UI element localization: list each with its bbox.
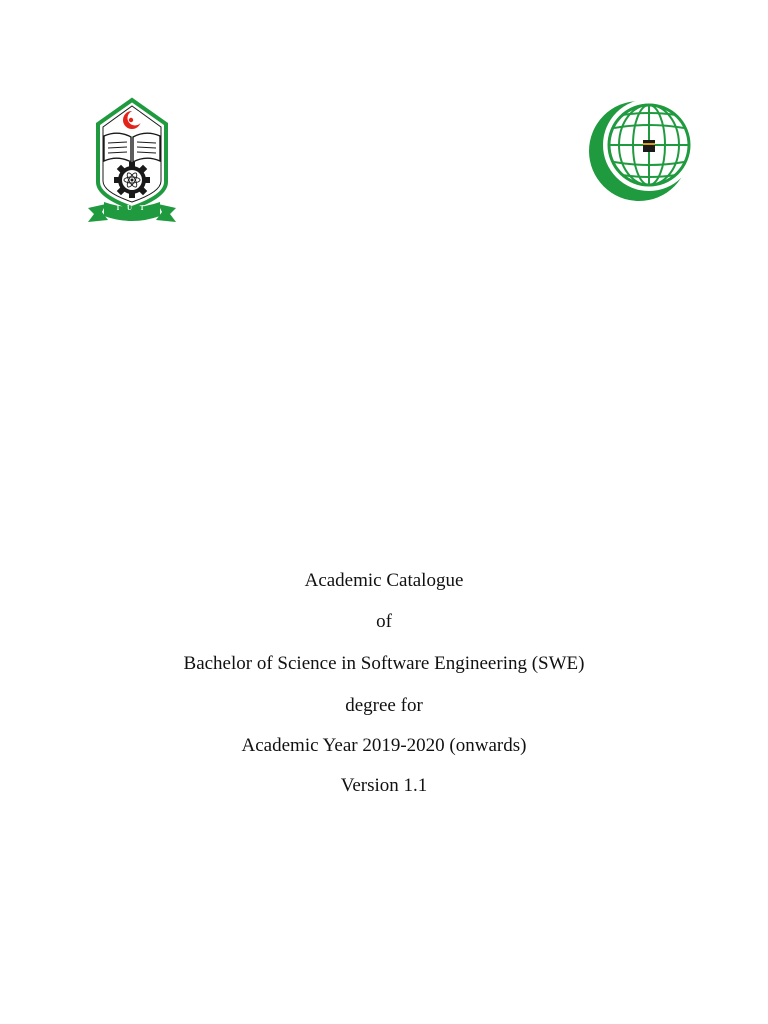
title-connector-of: of — [376, 611, 392, 632]
degree-for-text: degree for — [345, 695, 423, 716]
academic-year: Academic Year 2019-2020 (onwards) — [241, 735, 527, 756]
version-label: Version 1.1 — [340, 775, 428, 796]
crest-banner-text: I U T — [116, 204, 148, 212]
program-name: Bachelor of Science in Software Engineering (SWE) — [183, 653, 585, 674]
organization-globe-logo — [586, 98, 692, 204]
oic-globe-icon — [586, 98, 692, 204]
catalogue-title: Academic Catalogue — [304, 570, 464, 591]
university-crest-logo — [84, 96, 180, 226]
catalogue-title-block — [0, 570, 768, 816]
